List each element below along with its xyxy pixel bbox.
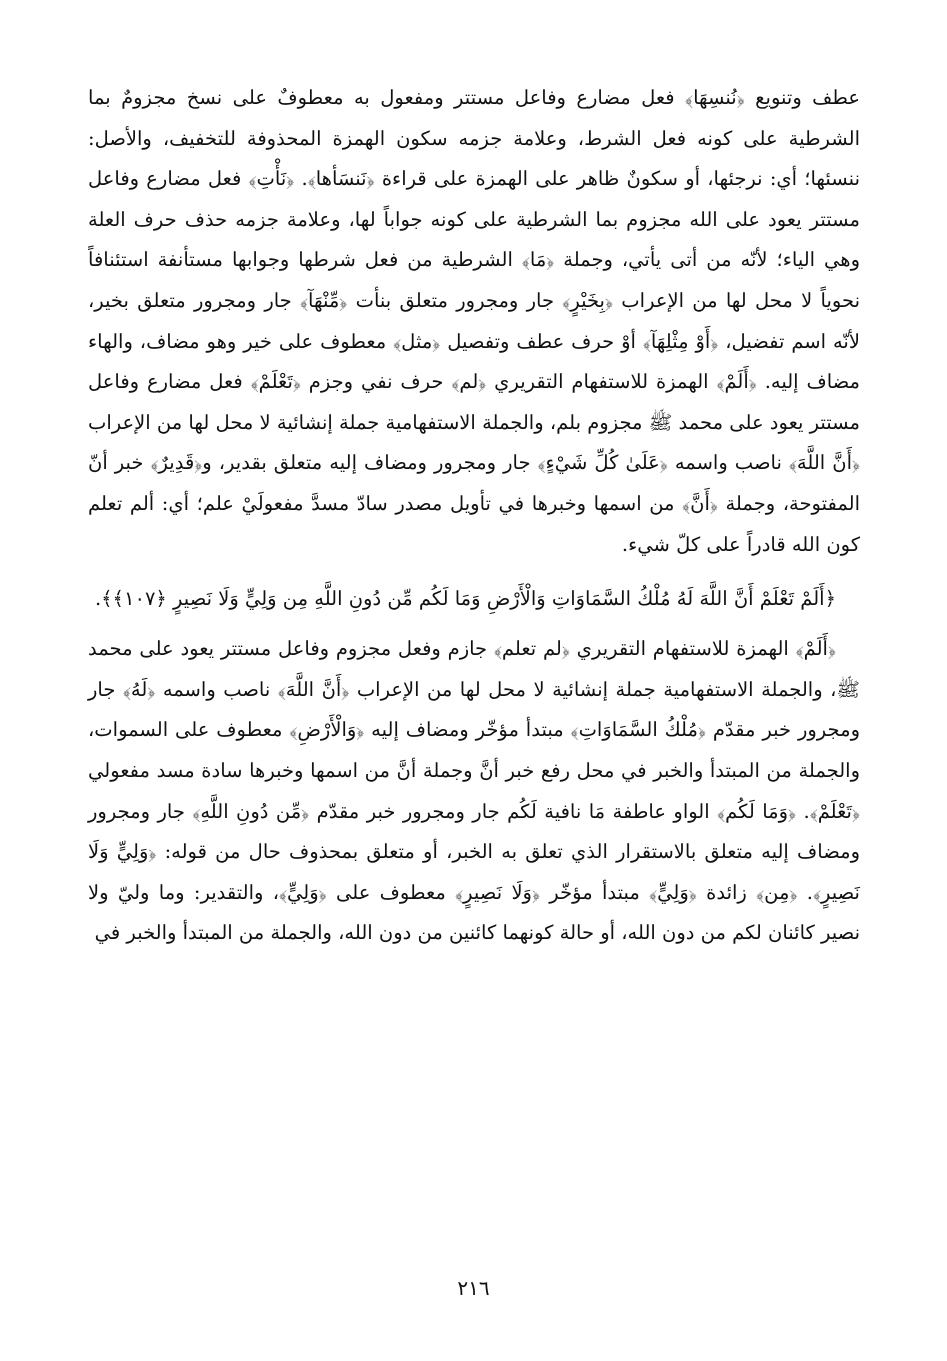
page-body [88, 78, 860, 954]
page-number: ٢١٦ [457, 1276, 490, 1300]
paragraph-grammar-analysis-1: عطف وتنويع ﴿نُنسِهَا﴾ فعل مضارع وفاعل مستتر ومفعول به معطوفٌ على نسخ مجزومٌ بما الشرطية على كونه فعل الشرط، وعلامة جزمه سكون الهمزة المحذوفة للتخفيف، والأصل: ننسئها؛ أي: نرجئها، أو سكونٌ ظاهر على الهمزة على قراءة ﴿نَنسَأها﴾. ﴿نَأْتِ﴾ فعل مضارع وفاعل مستتر يعود على الله مجزوم بما الشرطية على كونه جواباً لها، وعلامة جزمه حذف حرف العلة وهي الياء؛ لأنّه من أتى يأتي، وجملة ﴿مَا﴾ الشرطية من فعل شرطها وجوابها مستأنفة استئنافاً نحوياً لا محل لها من الإعراب ﴿بِخَيْرٍ﴾ جار ومجرور متعلق بنأت ﴿مِّنْهَآ﴾ جار ومجرور متعلق بخير، لأنّه اسم تفضيل، ﴿أَوْ مِثْلِهَآ﴾ أوْ حرف عطف وتفصيل ﴿مثل﴾ معطوف على خير وهو مضاف، والهاء مضاف إليه. ﴿أَلَمْ﴾ الهمزة للاستفهام التقريري ﴿لم﴾ حرف نفي وجزم ﴿تَعْلَمْ﴾ فعل مضارع وفاعل مستتر يعود على محمد ﷺ مجزوم بلم، والجملة الاستفهامية جملة إنشائية لا محل لها من الإعراب ﴿أَنَّ اللَّهَ﴾ ناصب واسمه ﴿عَلَىٰ كُلِّ شَيْءٍ﴾ جار ومجرور ومضاف إليه متعلق بقدير، و﴿قَدِيرٌ﴾ خبر أنّ المفتوحة، وجملة ﴿أَنَّ﴾ من اسمها وخبرها في تأويل مصدر سادّ مسدَّ مفعولَيْ علم؛ أي: ألم تعلم كون الله قادراً على كلّ شيء. [88, 86, 860, 556]
paragraph-grammar-analysis-2: ﴿أَلَمْ﴾ الهمزة للاستفهام التقريري ﴿لم تعلم﴾ جازم وفعل مجزوم وفاعل مستتر يعود على محمد ﷺ، والجملة الاستفهامية جملة إنشائية لا محل لها من الإعراب ﴿أَنَّ اللَّهَ﴾ ناصب واسمه ﴿لَهُ﴾ جار ومجرور خبر مقدّم ﴿مُلْكُ السَّمَاوَاتِ﴾ مبتدأ مؤخّر ومضاف إليه ﴿وَالْأَرْضِ﴾ معطوف على السموات، والجملة من المبتدأ والخبر في محل رفع خبر أنَّ وجملة أنَّ من اسمها وخبرها سادة مسد مفعولي ﴿تَعْلَمْ﴾. ﴿وَمَا لَكُم﴾ الواو عاطفة مَا نافية لَكُم جار ومجرور خبر مقدّم ﴿مِّن دُونِ اللَّهِ﴾ جار ومجرور ومضاف إليه متعلق بالاستقرار الذي تعلق به الخبر، أو متعلق بمحذوف حال من قوله: ﴿وَلِيٍّ وَلَا نَصِيرٍ﴾. ﴿مِن﴾ زائدة ﴿وَلِيٍّ﴾ مبتدأ مؤخّر ﴿وَلَا نَصِيرٍ﴾ معطوف على ﴿وَلِيٍّ﴾، والتقدير: وما وليّ ولا نصير كائنان لكم من دون الله، أو حالة كونهما كائنين من دون الله، والجملة من المبتدأ والخبر في [88, 637, 860, 945]
quran-verse-107: ﴿أَلَمْ تَعْلَمْ أَنَّ اللَّهَ لَهُ مُلْكُ السَّمَاوَاتِ وَالْأَرْضِ وَمَا لَكُم مِّن دُونِ اللَّهِ مِن وَلِيٍّ وَلَا نَصِيرٍ ﴿١٠٧﴾﴾. [94, 587, 836, 611]
